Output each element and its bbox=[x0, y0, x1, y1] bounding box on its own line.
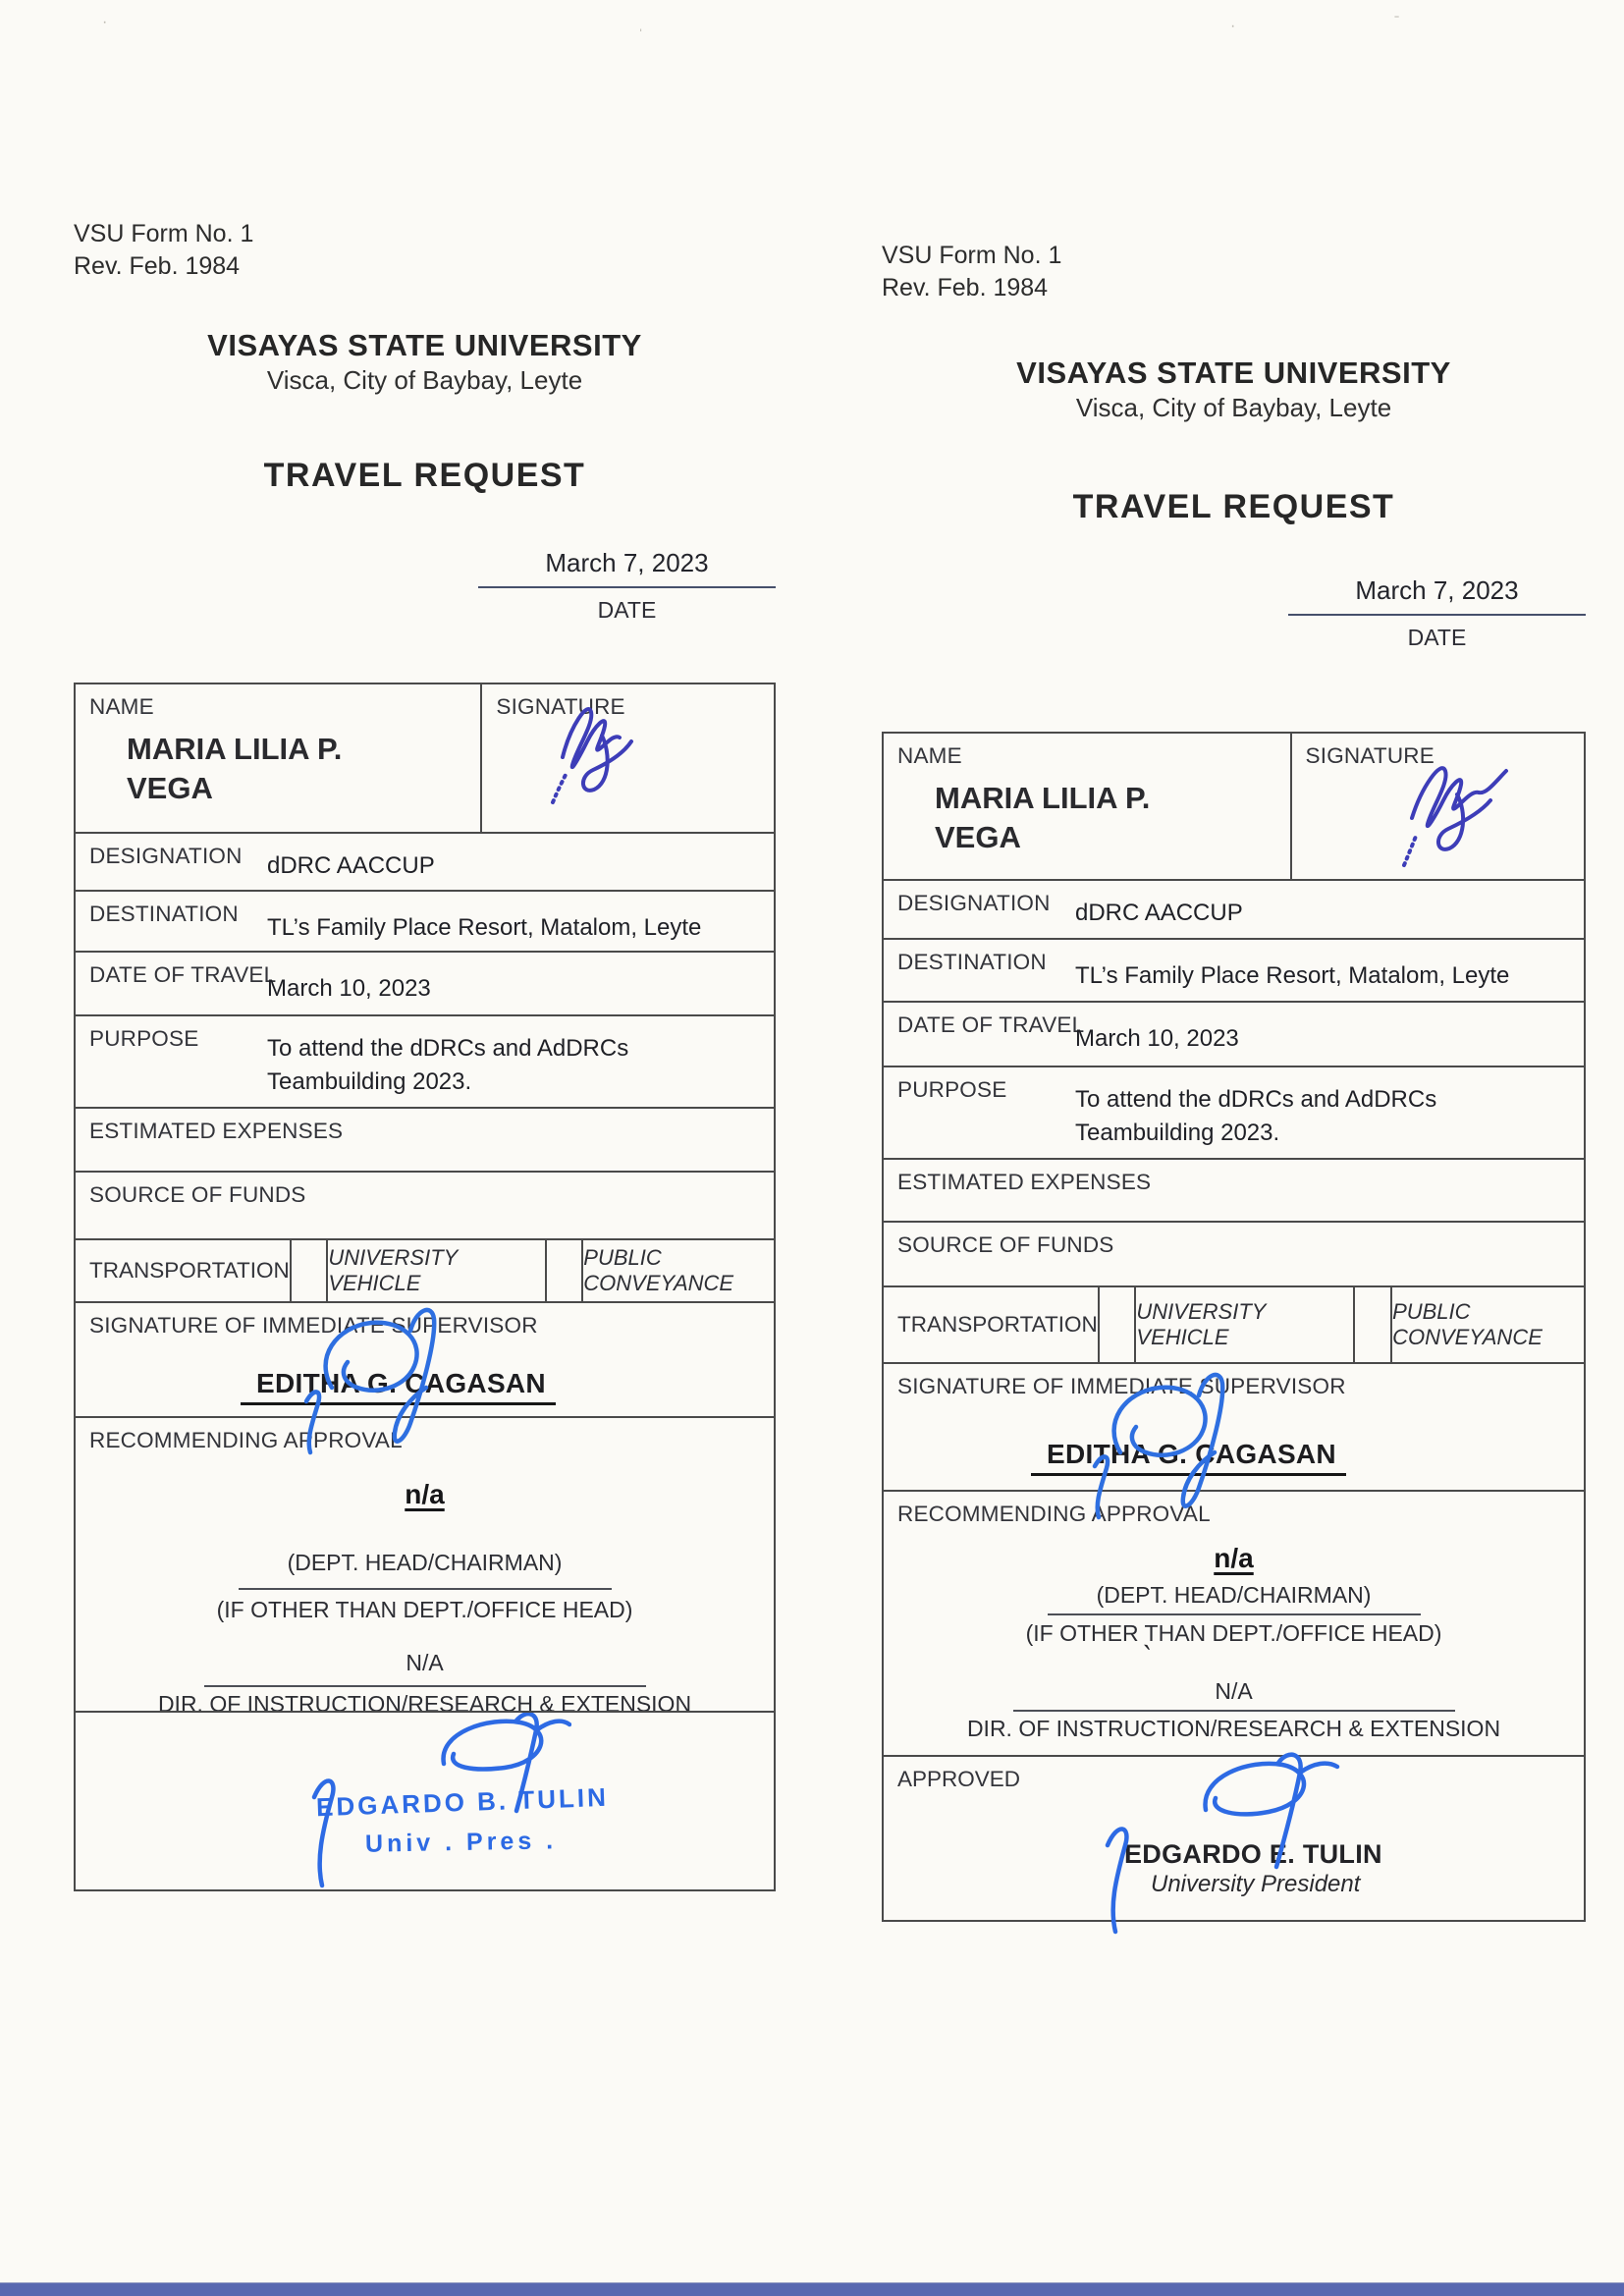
supervisor-label: SIGNATURE OF IMMEDIATE SUPERVISOR bbox=[89, 1313, 538, 1338]
scan-speck: ˈ bbox=[638, 27, 644, 44]
signature-line bbox=[204, 1685, 646, 1687]
name-cell bbox=[884, 734, 1292, 879]
designation-row bbox=[76, 832, 774, 890]
date-of-travel-value: March 10, 2023 bbox=[267, 975, 431, 1002]
approved-signee-name: EDGARDO B. TULIN bbox=[315, 1781, 610, 1823]
public-conveyance-checkbox bbox=[545, 1240, 582, 1301]
date-of-travel-label: DATE OF TRAVEL bbox=[897, 1012, 1085, 1037]
name-signature-row bbox=[884, 734, 1584, 879]
date-block bbox=[478, 548, 776, 624]
date-of-travel-value: March 10, 2023 bbox=[1075, 1025, 1239, 1052]
approved-signee-title: University President bbox=[1151, 1871, 1361, 1897]
signature-cell bbox=[1292, 734, 1584, 879]
transportation-label: TRANSPORTATION bbox=[89, 1258, 290, 1283]
designation-row bbox=[884, 879, 1584, 938]
supervisor-row bbox=[76, 1301, 774, 1416]
director-caption: DIR. OF INSTRUCTION/RESEARCH & EXTENSION bbox=[157, 1691, 692, 1717]
source-of-funds-row bbox=[76, 1171, 774, 1238]
form-number-line: VSU Form No. 1 bbox=[882, 242, 1062, 269]
na-upper-value: N/A bbox=[406, 1650, 444, 1675]
travel-request-form-right bbox=[882, 238, 1586, 1907]
name-value: MARIA LILIA P. VEGA bbox=[127, 732, 343, 806]
travel-request-form-left bbox=[74, 218, 776, 1887]
source-of-funds-label: SOURCE OF FUNDS bbox=[89, 1182, 306, 1207]
recommending-approval-row bbox=[884, 1490, 1584, 1755]
recommending-na-value: n/a bbox=[1214, 1543, 1254, 1573]
signature-line bbox=[1048, 1613, 1421, 1615]
form-number-line: VSU Form No. 1 bbox=[74, 220, 254, 247]
recommending-na-value: n/a bbox=[405, 1479, 445, 1509]
transportation-row bbox=[76, 1238, 774, 1301]
signature-line bbox=[239, 1588, 612, 1590]
approved-row bbox=[884, 1755, 1584, 1920]
designation-value: dDRC AACCUP bbox=[267, 852, 435, 879]
public-conveyance-label: PUBLIC CONVEYANCE bbox=[581, 1240, 774, 1301]
approved-signee-name: EDGARDO E. TULIN bbox=[1124, 1839, 1382, 1869]
purpose-value: To attend the dDRCs and AdDRCs Teambuilding 2023. bbox=[1075, 1086, 1437, 1146]
date-of-travel-row bbox=[76, 951, 774, 1014]
na-upper-value: N/A bbox=[1215, 1678, 1253, 1704]
recommending-approval-label: RECOMMENDING APPROVAL bbox=[89, 1428, 403, 1452]
university-name: VISAYAS STATE UNIVERSITY bbox=[1016, 355, 1451, 390]
public-conveyance-checkbox bbox=[1353, 1287, 1390, 1362]
name-signature-row bbox=[76, 684, 774, 832]
if-other-caption: (IF OTHER THAN DEPT./OFFICE HEAD) bbox=[216, 1597, 633, 1622]
transportation-row bbox=[884, 1285, 1584, 1362]
estimated-expenses-label: ESTIMATED EXPENSES bbox=[897, 1170, 1152, 1194]
recommending-approval-row bbox=[76, 1416, 774, 1717]
bottom-scan-strip bbox=[0, 2282, 1624, 2296]
form-title: TRAVEL REQUEST bbox=[263, 457, 586, 494]
date-label: DATE bbox=[1407, 625, 1467, 650]
name-cell bbox=[76, 684, 482, 832]
purpose-row bbox=[76, 1014, 774, 1107]
travel-request-table bbox=[74, 683, 776, 1891]
designation-value: dDRC AACCUP bbox=[1075, 900, 1243, 926]
dept-head-caption: (DEPT. HEAD/CHAIRMAN) bbox=[1096, 1582, 1372, 1608]
form-number bbox=[882, 240, 1061, 304]
university-name: VISAYAS STATE UNIVERSITY bbox=[207, 328, 642, 362]
destination-value: TL’s Family Place Resort, Matalom, Leyte bbox=[1075, 962, 1510, 989]
purpose-row bbox=[884, 1066, 1584, 1158]
approved-signee-title: Univ . Pres . bbox=[364, 1827, 558, 1858]
university-vehicle-label: UNIVERSITY VEHICLE bbox=[1134, 1287, 1353, 1362]
transportation-label: TRANSPORTATION bbox=[897, 1312, 1098, 1337]
approved-label: APPROVED bbox=[897, 1767, 1021, 1791]
name-label: NAME bbox=[89, 694, 154, 719]
scan-speck: · bbox=[102, 14, 108, 30]
signature-label: SIGNATURE bbox=[1305, 743, 1435, 768]
form-number bbox=[74, 218, 253, 283]
form-revision-line: Rev. Feb. 1984 bbox=[882, 274, 1049, 301]
university-vehicle-checkbox bbox=[1098, 1287, 1135, 1362]
date-of-travel-row bbox=[884, 1001, 1584, 1066]
date-block bbox=[1288, 575, 1586, 651]
public-conveyance-label: PUBLIC CONVEYANCE bbox=[1390, 1287, 1584, 1362]
date-value: March 7, 2023 bbox=[1288, 575, 1586, 616]
stray-pen-mark: ` bbox=[1138, 1640, 1154, 1674]
purpose-value: To attend the dDRCs and AdDRCs Teambuilding 2023. bbox=[267, 1035, 629, 1095]
scan-speck: ˉ bbox=[1394, 14, 1400, 30]
university-address: Visca, City of Baybay, Leyte bbox=[266, 365, 583, 395]
designation-label: DESIGNATION bbox=[89, 844, 243, 868]
destination-row bbox=[76, 890, 774, 951]
designation-label: DESIGNATION bbox=[897, 891, 1051, 915]
estimated-expenses-row bbox=[76, 1107, 774, 1171]
destination-label: DESTINATION bbox=[89, 902, 239, 926]
destination-label: DESTINATION bbox=[897, 950, 1047, 974]
signature-line bbox=[1013, 1710, 1455, 1712]
name-value: MARIA LILIA P. VEGA bbox=[935, 781, 1151, 855]
if-other-caption: (IF OTHER THAN DEPT./OFFICE HEAD) bbox=[1025, 1620, 1442, 1646]
destination-row bbox=[884, 938, 1584, 1001]
estimated-expenses-row bbox=[884, 1158, 1584, 1221]
signature-label: SIGNATURE bbox=[496, 694, 625, 719]
purpose-label: PURPOSE bbox=[897, 1077, 1007, 1102]
source-of-funds-row bbox=[884, 1221, 1584, 1285]
date-value: March 7, 2023 bbox=[478, 548, 776, 588]
university-vehicle-checkbox bbox=[290, 1240, 327, 1301]
recommending-approval-label: RECOMMENDING APPROVAL bbox=[897, 1502, 1211, 1526]
date-of-travel-label: DATE OF TRAVEL bbox=[89, 962, 277, 987]
travel-request-table bbox=[882, 732, 1586, 1922]
destination-value: TL’s Family Place Resort, Matalom, Leyte bbox=[267, 914, 702, 941]
university-vehicle-label: UNIVERSITY VEHICLE bbox=[326, 1240, 544, 1301]
source-of-funds-label: SOURCE OF FUNDS bbox=[897, 1232, 1114, 1257]
form-revision-line: Rev. Feb. 1984 bbox=[74, 252, 241, 280]
scan-speck: · bbox=[1230, 18, 1236, 34]
estimated-expenses-label: ESTIMATED EXPENSES bbox=[89, 1119, 344, 1143]
form-title: TRAVEL REQUEST bbox=[1072, 488, 1395, 525]
supervisor-row bbox=[884, 1362, 1584, 1490]
director-caption: DIR. OF INSTRUCTION/RESEARCH & EXTENSION bbox=[966, 1716, 1501, 1741]
supervisor-name: EDITHA G. CAGASAN bbox=[1031, 1439, 1346, 1476]
approved-row bbox=[76, 1711, 774, 1889]
dept-head-caption: (DEPT. HEAD/CHAIRMAN) bbox=[287, 1550, 563, 1575]
purpose-label: PURPOSE bbox=[89, 1026, 199, 1051]
signature-cell bbox=[482, 684, 774, 832]
university-address: Visca, City of Baybay, Leyte bbox=[1075, 393, 1392, 422]
name-label: NAME bbox=[897, 743, 962, 768]
supervisor-name: EDITHA G. CAGASAN bbox=[241, 1368, 556, 1405]
supervisor-label: SIGNATURE OF IMMEDIATE SUPERVISOR bbox=[897, 1374, 1346, 1398]
date-label: DATE bbox=[597, 597, 657, 623]
